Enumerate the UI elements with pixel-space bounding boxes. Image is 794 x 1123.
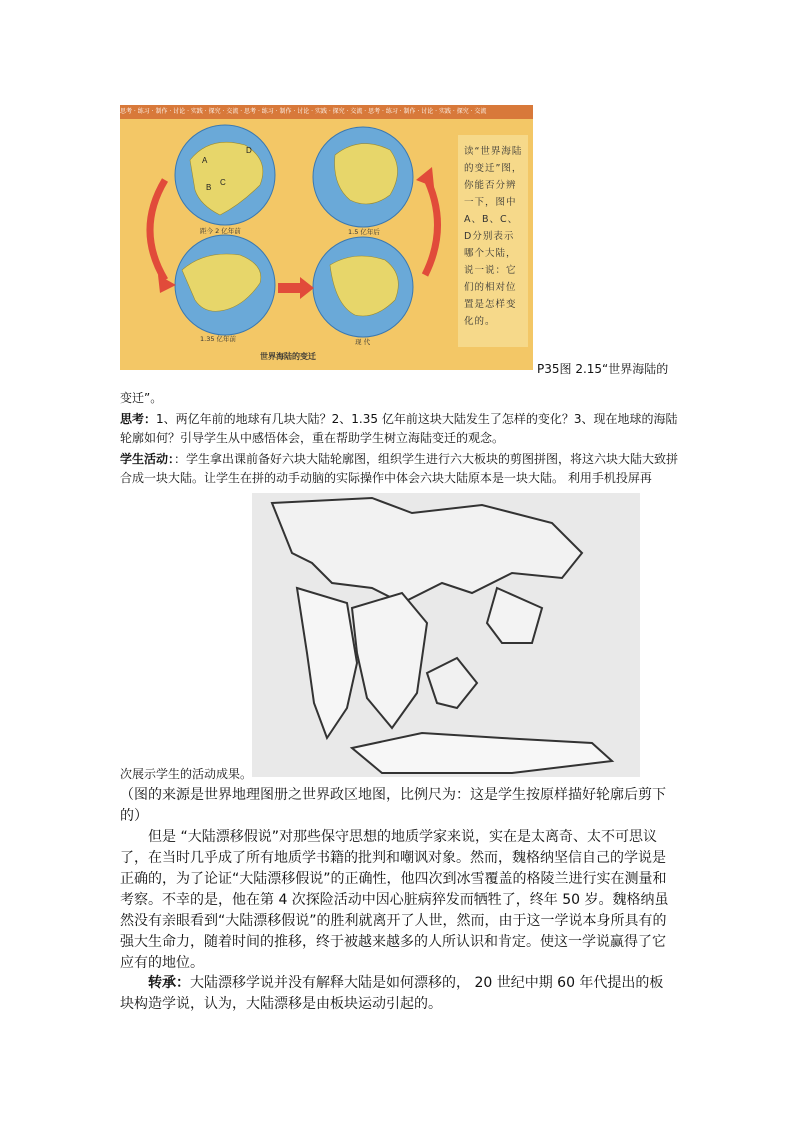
activity-paragraph <box>120 450 680 488</box>
transition-text: 大陆漂移学说并没有解释大陆是如何漂移的， 20 世纪中期 60 年代提出的板块构造学说，认为，大陆漂移是由板块运动引起的。 <box>120 975 664 1012</box>
south-america-piece <box>297 588 357 738</box>
letter-b: B <box>206 183 212 192</box>
transition-paragraph <box>120 973 672 1015</box>
middle-arrow <box>278 277 314 299</box>
puzzle-illustration <box>252 493 640 777</box>
left-curved-arrow <box>150 180 165 280</box>
letter-a: A <box>202 156 208 165</box>
australia-piece <box>487 588 542 643</box>
main-paragraph: 但是 “大陆漂移假说”对那些保守思想的地质学家来说，实在是太离奇、太不可思议了，在当时几乎成了所有地质学书籍的批判和嘲讽对象。然而，魏格纳坚信自己的学说是正确的，为了论证“大陆漂移假说”的正确性，他四次到冰雪覆盖的格陵兰进行实在测量和考察。不幸的是，他在第 4 次探险活动中因心脏病猝发而牺牲了，终年 50 岁。魏格纳虽然没有亲眼看到“大陆漂移假说”的胜利就离开了人世，然而，由于这一学说本身所具有的强大生命力，随着时间的推移，终于被越来越多的人所认识和肯定。使这一学说赢得了它应有的地位。 <box>120 829 669 971</box>
transition-label: 转承： <box>148 975 190 991</box>
figure-title: 世界海陆的变迁 <box>260 352 316 361</box>
figure1-caption: P35图 2.15“世界海陆的 <box>537 362 669 376</box>
globe-label-2: 1.5 亿年后 <box>348 228 380 236</box>
globe-label-3: 1.35 亿年前 <box>200 335 237 343</box>
figure-header-strip: 思考 · 练习 · 制作 · 讨论 · 实践 · 探究 · 交流 · 思考 · 练习 · 制作 · 讨论 · 实践 · 探究 · 交流 · 思考 · 练习 · 制作 · 讨论 · 实践 · 探究 · 交流 <box>120 105 533 119</box>
figure1-caption-end: 变迁”。 <box>120 391 163 405</box>
think-text: 1、两亿年前的地球有几块大陆？2、1.35 亿年前这块大陆发生了怎样的变化？3、现在地球的海陆轮廓如何？引导学生从中感悟体会，重在帮助学生树立海陆变迁的观念。 <box>120 412 678 445</box>
globe-label-1: 距今 2 亿年前 <box>200 227 241 235</box>
india-piece <box>427 658 477 708</box>
activity-end: 次展示学生的活动成果。 <box>120 767 253 781</box>
eurasia-north-america-piece <box>272 498 582 603</box>
image-source-note: （图的来源是世界地理图册之世界政区地图，比例尺为：这是学生按原样描好轮廓后剪下的） <box>120 787 666 824</box>
letter-c: C <box>220 178 226 187</box>
think-label: 思考： <box>120 412 157 426</box>
africa-piece <box>352 593 427 728</box>
question-text: 读“世界海陆的变迁”图，你能否分辨一下，图中A、B、C、D分别表示哪个大陆，说一说：它们的相对位置是怎样变化的。 <box>464 146 523 327</box>
globes-illustration <box>120 105 458 370</box>
right-curved-arrow <box>425 175 438 275</box>
continent-puzzle-photo <box>252 493 640 777</box>
letter-d: D <box>246 146 252 155</box>
activity-label: 学生活动： <box>120 452 175 466</box>
right-arrow-head <box>416 167 434 187</box>
globe-label-4: 现 代 <box>355 338 371 346</box>
activity-text: ：学生拿出课前备好六块大陆轮廓图，组织学生进行六大板块的剪图拼图，将这六块大陆大致拼合成一块大陆。让学生在拼的动手动脑的实际操作中体会六块大陆原本是一块大陆。 利用手机投屏再 <box>120 452 679 485</box>
think-paragraph <box>120 410 680 448</box>
world-sea-land-change-figure <box>120 105 533 370</box>
